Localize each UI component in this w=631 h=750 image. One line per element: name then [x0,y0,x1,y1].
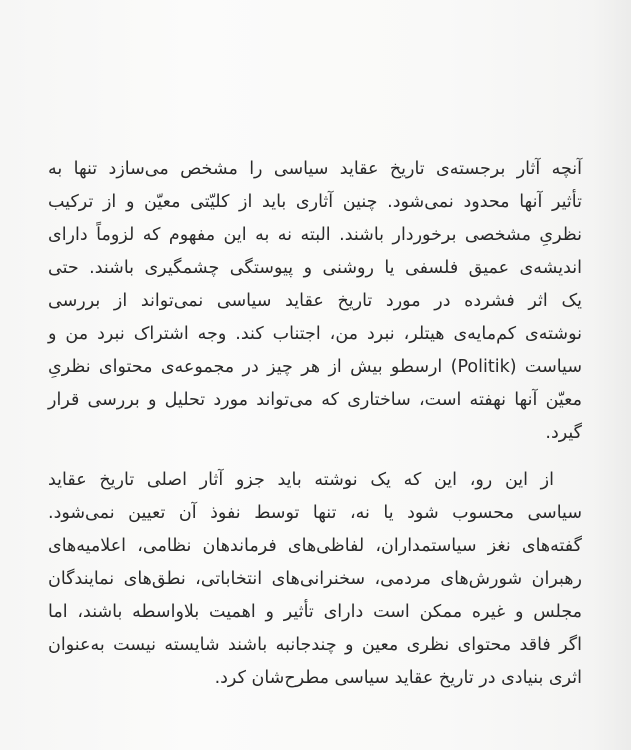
text-line: اثری بنیادی در تاریخ عقاید سیاسی مطرح‌شان کرد. [214,668,582,688]
text-line: رهبران شورش‌های مردمی، سخنرانی‌های انتخاباتی، نطق‌های نمایندگان [48,569,582,589]
text-line: از این رو، این که یک نوشته باید جزو آثار اصلی تاریخ عقاید [48,470,554,490]
text-line: نظریِ مشخصی برخوردار باشند. البته نه به این مفهوم که لزوماً دارای [48,225,582,245]
text-line: گیرد. [545,423,582,443]
text-line: سیاسی محسوب شود یا نه، تنها توسط نفوذ آن تعیین نمی‌شود. [48,503,582,523]
text-line: اگر فاقد محتوای نظری معین و چندجانبه باشند شایسته نیست به‌عنوان [48,635,582,655]
text-line: گفته‌های نغز سیاستمداران، لفاظی‌های فرماندهان نظامی، اعلامیه‌های [48,536,582,556]
paragraph-gap [48,450,582,464]
page-gutter-shadow [591,0,631,750]
text-line: نوشته‌ی کم‌مایه‌ی هیتلر، نبرد من، اجتناب کند. وجه اشتراک نبرد من و [48,324,582,344]
text-line: معیّن آنها نهفته است، ساختاری که می‌تواند مورد تحلیل و بررسی قرار [48,390,582,410]
text-line: آنچه آثار برجسته‌ی تاریخ عقاید سیاسی را مشخص می‌سازد تنها به [48,159,582,179]
paragraph-1 [48,153,582,450]
text-line: اندیشه‌ی عمیق فلسفی یا روشنی و پیوستگی چشمگیری باشند. حتی [48,258,582,278]
body-text [48,153,582,695]
text-line: سیاست (Politik) ارسطو بیش از هر چیز در مجموعه‌ی محتوای نظریِ [48,357,583,377]
text-line: مجلس و غیره ممکن است دارای تأثیر و اهمیت بلاواسطه باشند، اما [48,602,582,622]
text-line: تأثیر آنها محدود نمی‌شود. چنین آثاری باید از کلیّتی معیّن و از ترکیب [48,192,582,212]
paragraph-2 [48,464,582,695]
text-line: یک اثر فشرده در مورد تاریخ عقاید سیاسی نمی‌تواند از بررسی [48,291,582,311]
